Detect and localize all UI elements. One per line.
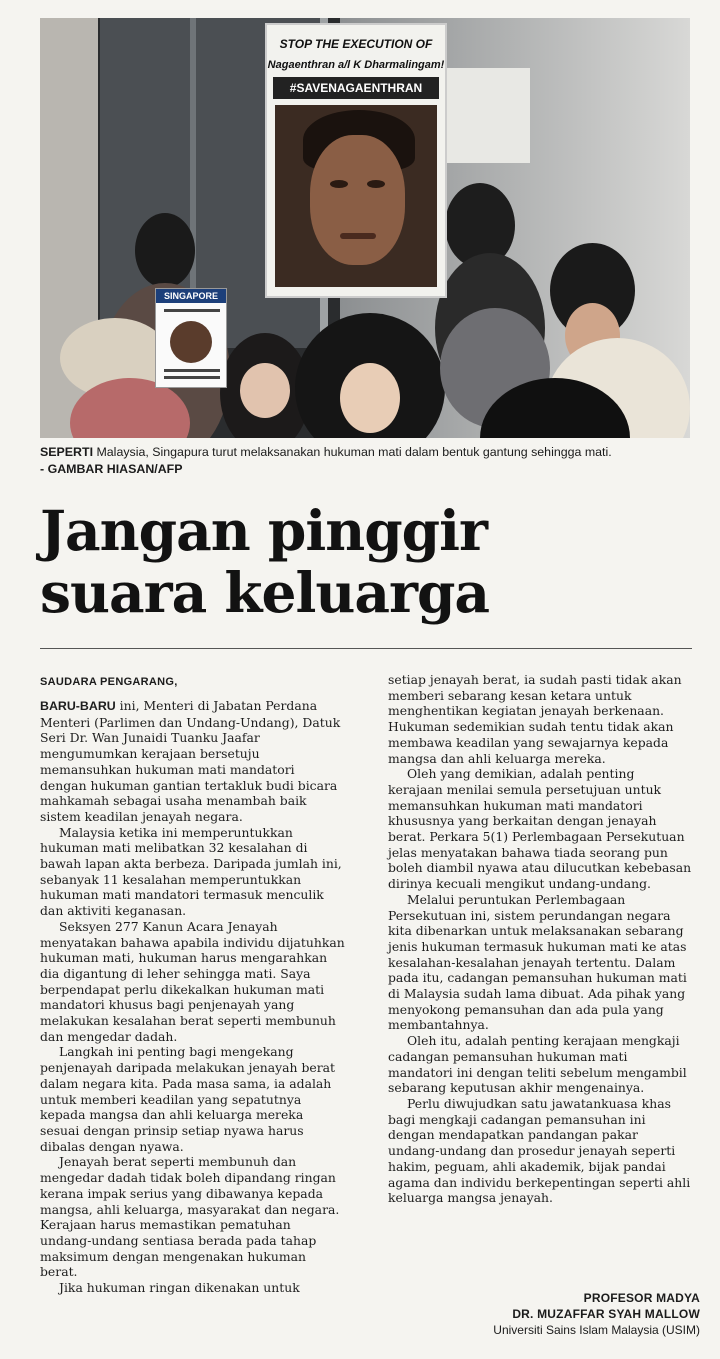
author-signature (493, 1290, 700, 1338)
protester-left (135, 213, 195, 288)
article-headline (40, 500, 700, 624)
paragraph: Jenayah berat seperti membunuh dan mengedar dadah tidak boleh dipandang ringan kerana impak serius yang dibawanya kepada mangsa, ahli keluarga, masyarakat dan negara. Kerajaan harus memastikan pematuhan undang-undang sentiasa berada pada tahap maksimum dengan mengenakan hukuman berat. (40, 1154, 340, 1280)
paragraph: Perlu diwujudkan satu jawatankuasa khas bagi mengkaji cadangan pemansuhan ini dengan mendapatkan pandangan pakar undang-undang dan prosedur jenayah seperti hakim, peguam, ahli akademik, bijak pandai agama dan individu berkepentingan seperti ahli keluarga mangsa jenayah. (388, 1095, 691, 1206)
protest-poster (265, 23, 447, 298)
poster-name: Nagaenthran a/l K Dharmalingam! (267, 59, 445, 71)
paragraph: Oleh yang demikian, adalah penting kerajaan menilai semula persetujuan untuk memansuhkan hukuman mati mandatori khususnya yang berkaitan dengan jenayah berat. Perkara 5(1) Perlembagaan Persekutuan jelas menyatakan bahawa tiada seorang pun boleh diambil nyawa atau dilucutkan kebebasan dirinya kecuali mengikut undang-undang. (388, 766, 692, 892)
poster-hashtag: #SAVENAGAENTHRAN (273, 77, 439, 99)
author-title: PROFESOR MADYA (583, 1291, 700, 1305)
small-sign-title: SINGAPORE (156, 289, 226, 303)
paragraph: Oleh itu, adalah penting kerajaan mengkaji cadangan pemansuhan hukuman mati mandatori ini dengan teliti sebelum mengambil sebarang keputusan akhir mengenainya. (388, 1033, 687, 1096)
paragraph: Seksyen 277 Kanun Acara Jenayah menyatakan bahawa apabila individu dijatuhkan hukuman mati, hukuman harus mengarahkan dia digantung di leher sehingga mati. Saya berpendapat perlu dikekalkan hukuman mati mandatori khusus bagi penjenayah yang melakukan kesalahan berat seperti membunuh dan mengedar dadah. (40, 918, 345, 1044)
paragraph: setiap jenayah berat, ia sudah pasti tidak akan memberi sebarang kesan ketara untuk menghentikan kegiatan jenayah berkenaan. Hukuman sedemikian sudah tentu tidak akan membawa keadilan yang sewajarnya kepada mangsa dan ahli keluarga mereka. (388, 672, 682, 766)
caption-credit: - GAMBAR HIASAN/AFP (40, 462, 183, 476)
news-photo (40, 18, 690, 438)
paragraph (40, 698, 345, 825)
paragraph: Melalui peruntukan Perlembagaan Persekutuan ini, sistem perundangan negara kita dibenarkan untuk melaksanakan sebarang jenis hukuman termasuk hukuman mati ke atas kesalahan-kesalahan jenayah tertentu. Dalam pada itu, cadangan pemansuhan hukuman mati di Malaysia sudah lama dibuat. Ada pihak yang menyokong pemansuhan dan ada pula yang membantahnya. (388, 891, 687, 1033)
protester-white-face (340, 363, 400, 433)
protester-center-face (240, 363, 290, 418)
poster-portrait (275, 105, 437, 287)
paragraph: Malaysia ketika ini memperuntukkan hukuman mati melibatkan 32 kesalahan di bawah lapan akta berbeza. Daripada jumlah ini, sebanyak 11 kesalahan memperuntukkan hukuman mati mandatori termasuk menculik dan aktiviti keganasan. (40, 824, 342, 919)
headline-line-1: Jangan pinggir (40, 498, 488, 563)
author-name: DR. MUZAFFAR SYAH MALLOW (512, 1307, 700, 1321)
caption-lead: SEPERTI (40, 445, 94, 459)
small-protest-sign (155, 288, 227, 388)
paragraph: Jika hukuman ringan dikenakan untuk (59, 1280, 300, 1296)
caption-text: Malaysia, Singapura turut melaksanakan hukuman mati dalam bentuk gantung sehingga mati. (93, 445, 612, 459)
photo-wall-notice (445, 68, 530, 163)
salutation: SAUDARA PENGARANG, (40, 676, 178, 688)
paragraph-text: ini, Menteri di Jabatan Perdana Menteri (Parlimen dan Undang-Undang), Datuk Seri Dr. Wan Junaidi Tuanku Jaafar mengumumkan kerajaan bersetuju memansuhkan hukuman mati mandatori dengan hukuman gantian tertakluk budi bicara mahkamah sebagai usaha menambah baik sistem keadilan jenayah negara. (40, 698, 341, 824)
article-column-right (388, 672, 693, 1206)
paragraph: Langkah ini penting bagi mengekang penjenayah daripada melakukan jenayah berat dalam negara kita. Pada masa sama, ia adalah untuk memberi keadilan yang sepatutnya kepada mangsa dan ahli keluarga mereka sesuai dengan prinsip setiap nyawa harus dibalas dengan nyawa. (40, 1044, 336, 1154)
author-affiliation: Universiti Sains Islam Malaysia (USIM) (493, 1323, 700, 1337)
poster-headline: STOP THE EXECUTION OF (279, 37, 433, 51)
photo-caption (40, 444, 700, 478)
headline-line-2: suara keluarga (40, 560, 490, 625)
lead-word: BARU-BARU (40, 699, 116, 713)
article-column-left (40, 698, 345, 1296)
headline-divider (40, 648, 692, 649)
